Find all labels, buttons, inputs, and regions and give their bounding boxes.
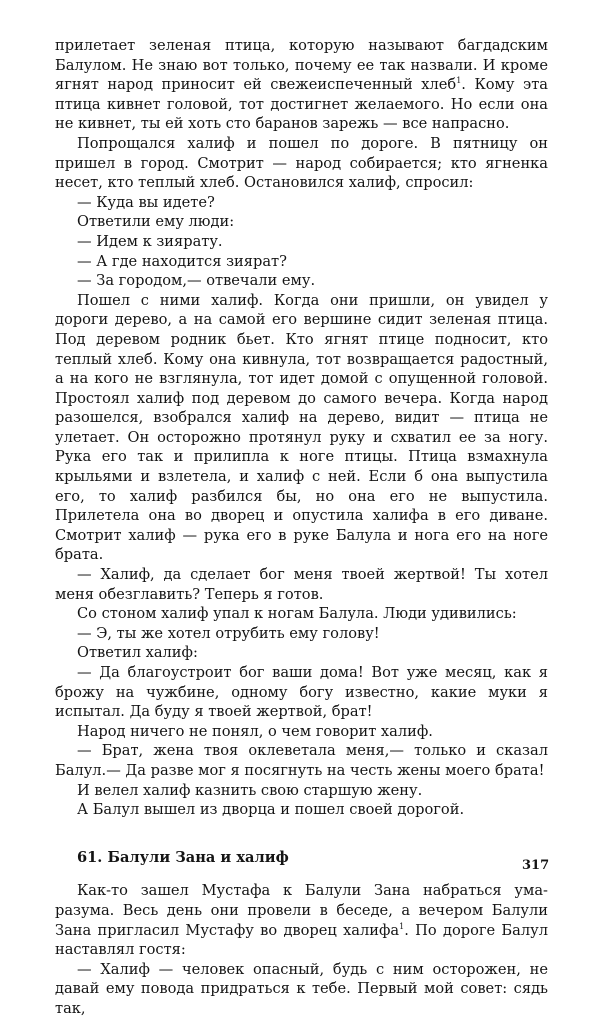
paragraph-q1: Как-то зашел Мустафа к Балули Зана набраться ума-разума. Весь день они провели в беседе, а вечером Балули Зана пригласил Мустафу во дворец халифа$^1$. По дороге Балул наставлял гостя: (55, 882, 548, 959)
page-body (55, 36, 548, 1019)
dialogue-line: — Э, ты же хотел отрубить ему голову! (77, 624, 380, 642)
section-title: 61. Балули Зана и халиф (77, 848, 289, 866)
paragraph-16: И велел халиф казнить свою старшую жену. (77, 781, 423, 799)
footnote-marker: 1 (399, 921, 405, 931)
paragraph-2: Попрощался халиф и пошел по дороге. В пятницу он пришел в город. Смотрит — народ собирается; кто ягненка несет, кто теплый хлеб. Остановился халиф, спросил: (55, 134, 548, 192)
dialogue-line: — Идем к зиярату. (77, 232, 223, 250)
paragraph-1: прилетает зеленая птица, которую называют багдадским Балулом. Не знаю вот только, почему ее так назвали. И кроме ягнят народ приносит ей свежеиспеченный хлеб$^1$. Кому эта птица кивнет головой, тот достигнет желаемого. Но если она не кивнет, ты ей хоть сто баранов зарежь — все напрасно. (55, 37, 548, 133)
dialogue-line: — Халиф, да сделает бог меня твоей жертвой! Ты хотел меня обезглавить? Теперь я готов. (55, 566, 548, 603)
dialogue-line: — За городом,— отвечали ему. (77, 272, 316, 290)
footnote-marker: 1 (456, 76, 462, 86)
dialogue-line: — Да благоустроит бог ваши дома! Вот уже месяц, как я брожу на чужбине, одному богу известно, какие муки я испытал. Да буду я твоей жертвой, брат! (55, 664, 548, 721)
dialogue-line: — Халиф — человек опасный, будь с ним осторожен, не давай ему повода придраться к тебе. Первый мой совет: сядь так, (55, 960, 548, 1017)
dialogue-line: — А где находится зиярат? (77, 252, 287, 270)
paragraph-10: Со стоном халиф упал к ногам Балула. Люди удивились: (77, 605, 517, 623)
paragraph-12: Ответил халиф: (77, 644, 198, 662)
paragraph-4: Ответили ему люди: (77, 213, 235, 231)
paragraph-17: А Балул вышел из дворца и пошел своей дорогой. (77, 801, 465, 819)
dialogue-line: — Брат, жена твоя оклеветала меня,— только и сказал Балул.— Да разве мог я посягнуть на честь жены моего брата! (55, 742, 548, 779)
paragraph-8: Пошел с ними халиф. Когда они пришли, он увидел у дороги дерево, а на самой его вершине сидит зеленая птица. Под деревом родник бьет. Кто ягнят птице подносит, кто теплый хлеб. Кому она кивнула, тот возвращается радостный, а на кого не взглянула, тот идет домой с опущенной головой. Простоял халиф под деревом до самого вечера. Когда народ разошелся, взобрался халиф на дерево, видит — птица не улетает. Он осторожно протянул руку и схватил ее за ногу. Рука его так и прилипла к ноге птицы. Птица взмахнула крыльями и взлетела, и халиф с ней. Если б она выпустила его, то халиф разбился бы, но она его не выпустила. Прилетела она во дворец и опустила халифа в его диване. Смотрит халиф — рука его в руке Балула и нога его на ноге брата. (55, 291, 548, 564)
page-number: 317 (522, 858, 550, 873)
paragraph-14: Народ ничего не понял, о чем говорит халиф. (77, 722, 433, 740)
dialogue-line: — Куда вы идете? (77, 193, 215, 211)
